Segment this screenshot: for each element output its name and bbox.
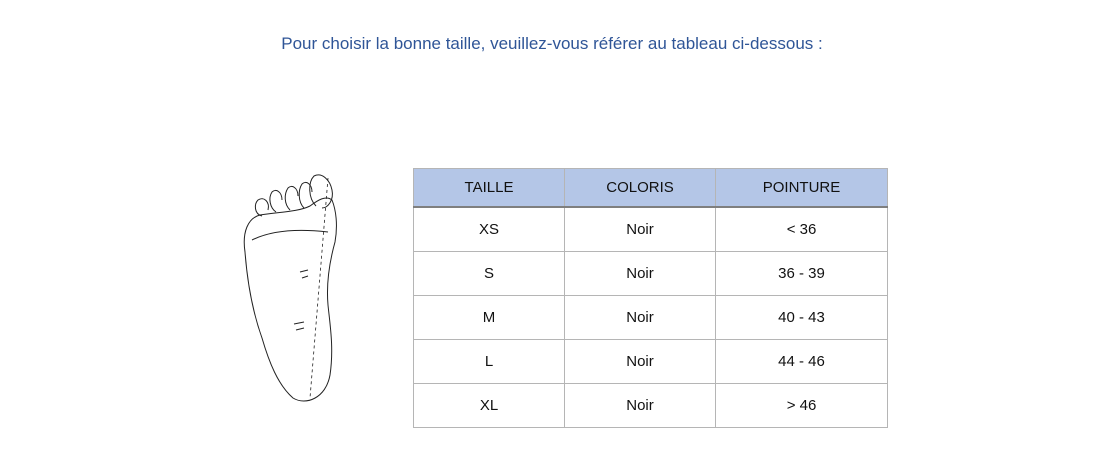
table-row <box>414 252 888 296</box>
header-coloris: COLORIS <box>565 169 716 208</box>
table-row <box>414 384 888 428</box>
cell-pointure: 40 - 43 <box>716 296 888 340</box>
cell-pointure: > 46 <box>716 384 888 428</box>
table-row <box>414 340 888 384</box>
cell-pointure: < 36 <box>716 207 888 252</box>
table-row <box>414 296 888 340</box>
size-table <box>413 168 888 428</box>
cell-pointure: 44 - 46 <box>716 340 888 384</box>
cell-coloris: Noir <box>565 252 716 296</box>
cell-taille: S <box>414 252 565 296</box>
header-taille: TAILLE <box>414 169 565 208</box>
cell-taille: XL <box>414 384 565 428</box>
cell-coloris: Noir <box>565 296 716 340</box>
table-row <box>414 207 888 252</box>
cell-taille: XS <box>414 207 565 252</box>
cell-taille: M <box>414 296 565 340</box>
table-header-row <box>414 169 888 208</box>
foot-sole-icon <box>238 170 338 406</box>
header-pointure: POINTURE <box>716 169 888 208</box>
cell-taille: L <box>414 340 565 384</box>
cell-pointure: 36 - 39 <box>716 252 888 296</box>
page-heading: Pour choisir la bonne taille, veuillez-vous référer au tableau ci-dessous : <box>281 34 823 53</box>
cell-coloris: Noir <box>565 340 716 384</box>
cell-coloris: Noir <box>565 384 716 428</box>
cell-coloris: Noir <box>565 207 716 252</box>
